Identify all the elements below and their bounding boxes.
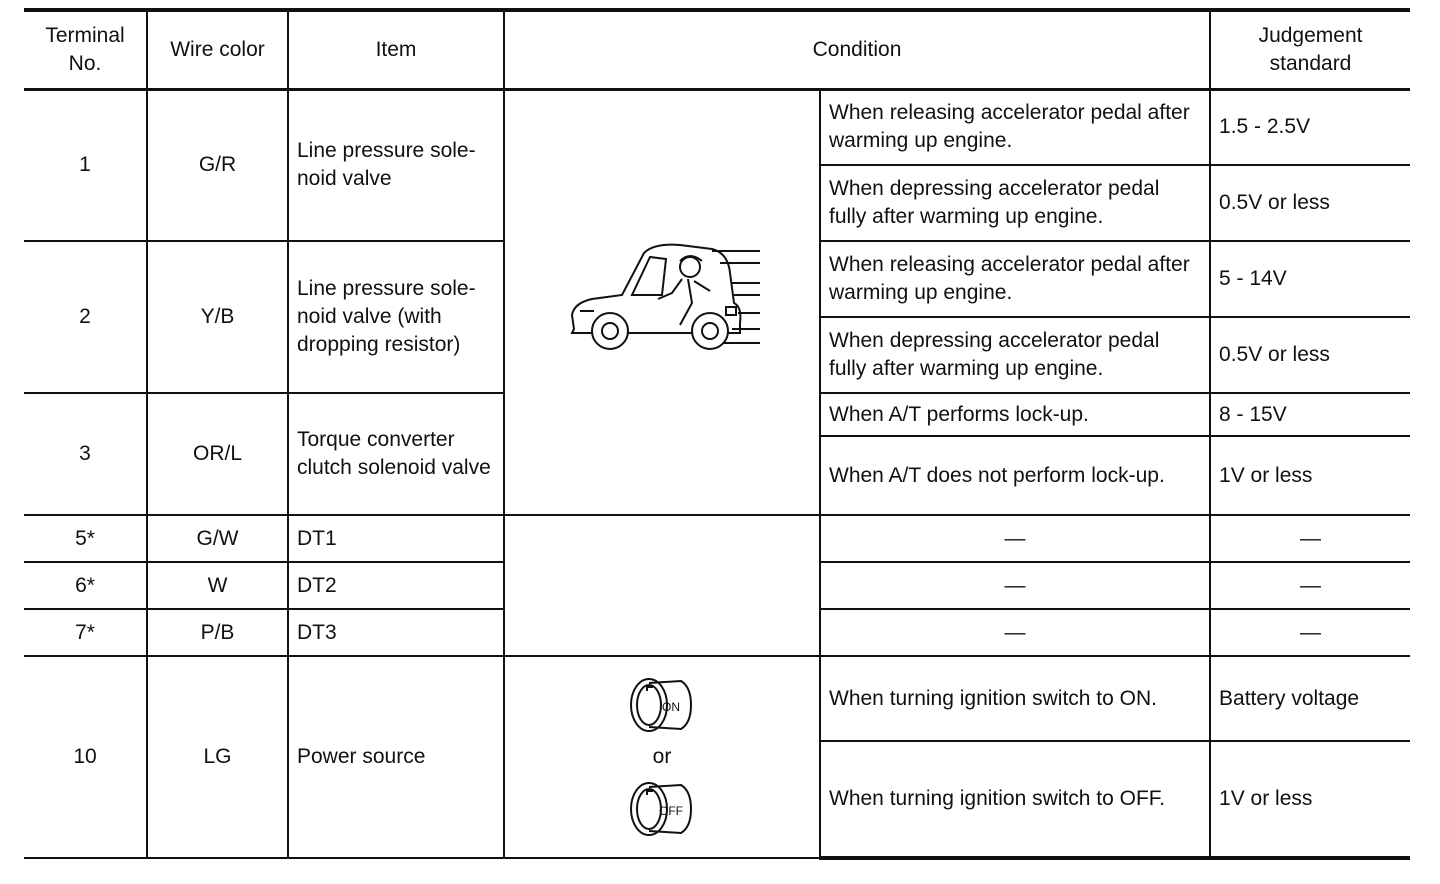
wire-color: G/R (147, 89, 288, 241)
condition-text: — (820, 562, 1210, 609)
terminal-no: 10 (24, 656, 147, 858)
wire-color: W (147, 562, 288, 609)
header-judgement: Judgement standard (1210, 10, 1410, 89)
condition-text: — (820, 609, 1210, 656)
ignition-key-on-icon (627, 673, 697, 737)
terminal-no: 7* (24, 609, 147, 656)
condition-text: When releasing accelerator pedal after warming up engine. (820, 241, 1210, 317)
judgement-value: Battery voltage (1210, 656, 1410, 741)
judgement-value: 1V or less (1210, 741, 1410, 858)
judgement-value: — (1210, 609, 1410, 656)
judgement-value: — (1210, 562, 1410, 609)
judgement-value: 8 - 15V (1210, 393, 1410, 436)
driving-car-icon (562, 233, 762, 363)
wire-color: OR/L (147, 393, 288, 515)
item: Line pressure sole-noid valve (288, 89, 504, 241)
header-item: Item (288, 10, 504, 89)
judgement-value: 1.5 - 2.5V (1210, 89, 1410, 165)
condition-text: When releasing accelerator pedal after warming up engine. (820, 89, 1210, 165)
ignition-switch-illustration-cell (504, 656, 820, 858)
judgement-value: 0.5V or less (1210, 165, 1410, 241)
svg-text:OFF: OFF (659, 804, 683, 818)
item: DT2 (288, 562, 504, 609)
wire-color: G/W (147, 515, 288, 562)
condition-text: When turning ignition switch to ON. (820, 656, 1210, 741)
item: Power source (288, 656, 504, 858)
condition-text: When depressing accelerator pedal fully after warming up engine. (820, 317, 1210, 393)
svg-text:ON: ON (662, 700, 680, 714)
judgement-value: — (1210, 515, 1410, 562)
item: Line pressure sole-noid valve (with dropping resistor) (288, 241, 504, 393)
terminal-inspection-table (24, 8, 1410, 860)
terminal-no: 5* (24, 515, 147, 562)
condition-text: When turning ignition switch to OFF. (820, 741, 1210, 858)
judgement-value: 0.5V or less (1210, 317, 1410, 393)
wire-color: P/B (147, 609, 288, 656)
driving-car-illustration-cell (504, 89, 820, 515)
empty-illustration-cell (504, 515, 820, 656)
wire-color: Y/B (147, 241, 288, 393)
item: DT1 (288, 515, 504, 562)
header-terminal: Terminal No. (24, 10, 147, 89)
condition-text: — (820, 515, 1210, 562)
item: DT3 (288, 609, 504, 656)
item: Torque converter clutch solenoid valve (288, 393, 504, 515)
terminal-no: 3 (24, 393, 147, 515)
terminal-no: 6* (24, 562, 147, 609)
header-wire-color: Wire color (147, 10, 288, 89)
condition-text: When A/T does not perform lock-up. (820, 436, 1210, 515)
terminal-no: 1 (24, 89, 147, 241)
judgement-value: 5 - 14V (1210, 241, 1410, 317)
header-condition: Condition (504, 10, 1210, 89)
terminal-no: 2 (24, 241, 147, 393)
or-label: or (652, 745, 672, 768)
condition-text: When A/T performs lock-up. (820, 393, 1210, 436)
judgement-value: 1V or less (1210, 436, 1410, 515)
wire-color: LG (147, 656, 288, 858)
ignition-key-off-icon (627, 777, 697, 841)
condition-text: When depressing accelerator pedal fully after warming up engine. (820, 165, 1210, 241)
